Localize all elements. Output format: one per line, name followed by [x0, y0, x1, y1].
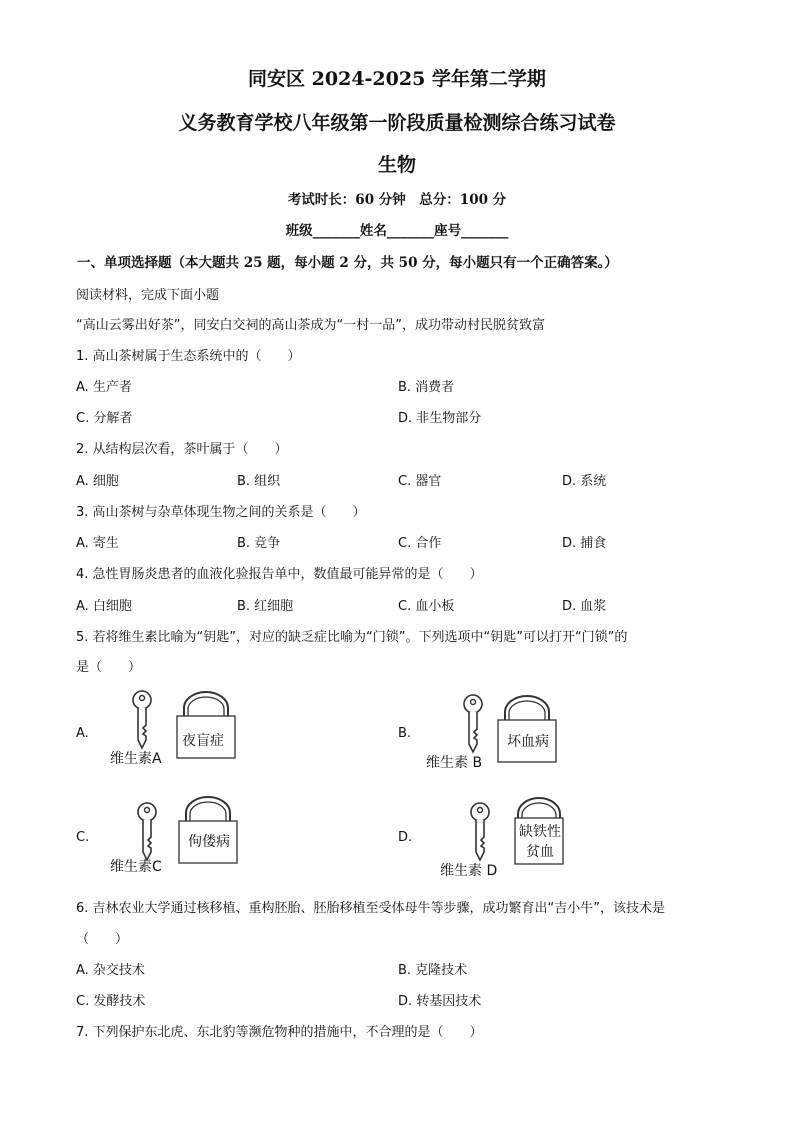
key-icon	[460, 694, 486, 756]
q4-option-d[interactable]: D. 血浆	[562, 599, 607, 614]
lock-label-a: 夜盲症	[182, 733, 224, 749]
q1-option-a[interactable]: A. 生产者	[76, 380, 132, 395]
q2-option-b[interactable]: B. 组织	[237, 474, 281, 489]
q6-option-b[interactable]: B. 克隆技术	[398, 963, 468, 978]
q1-option-b[interactable]: B. 消费者	[398, 380, 455, 395]
key-label-b: 维生素 B	[426, 755, 483, 771]
q5-option-a-letter[interactable]: A.	[76, 726, 89, 741]
section-title: 一、单项选择题（本大题共 25 题，每小题 2 分，共 50 分，每小题只有一个正确答案。）	[77, 255, 618, 271]
q1-option-d[interactable]: D. 非生物部分	[398, 411, 482, 426]
lock-label-c: 佝偻病	[188, 834, 230, 850]
q5-option-d-letter[interactable]: D.	[398, 830, 413, 845]
key-label-d: 维生素 D	[440, 863, 498, 879]
reading-material: “高山云雾出好茶”，同安白交祠的高山茶成为“一村一品”，成功带动村民脱贫致富	[76, 318, 545, 333]
q5-option-b-letter[interactable]: B.	[398, 726, 412, 741]
q2-option-c[interactable]: C. 器官	[398, 474, 442, 489]
padlock-icon	[176, 795, 240, 865]
q4-option-a[interactable]: A. 白细胞	[76, 599, 132, 614]
q3-option-d[interactable]: D. 捕食	[562, 536, 607, 551]
key-label-a: 维生素A	[110, 751, 162, 767]
question-4: 4. 急性胃肠炎患者的血液化验报告单中，数值最可能异常的是（ ）	[76, 567, 483, 582]
question-6-line2: （ ）	[76, 932, 129, 947]
question-2: 2. 从结构层次看，茶叶属于（ ）	[76, 442, 288, 457]
lock-label-d-line2: 贫血	[526, 844, 554, 860]
reading-intro: 阅读材料，完成下面小题	[76, 288, 220, 303]
question-3: 3. 高山茶树与杂草体现生物之间的关系是（ ）	[76, 505, 366, 520]
q1-option-c[interactable]: C. 分解者	[76, 411, 133, 426]
q3-option-c[interactable]: C. 合作	[398, 536, 442, 551]
question-5-line1: 5. 若将维生素比喻为“钥匙”，对应的缺乏症比喻为“门锁”。下列选项中“钥匙”可以打开“门锁”的	[76, 630, 628, 645]
padlock-icon	[495, 694, 559, 764]
exam-title-line1: 同安区 2024-2025 学年第二学期	[248, 68, 546, 90]
q2-option-d[interactable]: D. 系统	[562, 474, 607, 489]
exam-title-line2: 义务教育学校八年级第一阶段质量检测综合练习试卷	[178, 112, 616, 134]
exam-info: 考试时长：60 分钟 总分：100 分	[287, 192, 507, 208]
q6-option-d[interactable]: D. 转基因技术	[398, 994, 482, 1009]
question-1: 1. 高山茶树属于生态系统中的（ ）	[76, 349, 301, 364]
lock-label-d-line1: 缺铁性	[519, 824, 561, 840]
subject-title: 生物	[377, 154, 416, 176]
key-icon	[129, 690, 155, 752]
key-label-c: 维生素C	[110, 859, 162, 875]
key-icon	[467, 802, 493, 864]
question-6-line1: 6. 吉林农业大学通过核移植、重构胚胎、胚胎移植至受体母牛等步骤，成功繁育出“吉小牛”，该技术是	[76, 901, 666, 916]
q3-option-a[interactable]: A. 寄生	[76, 536, 119, 551]
q5-option-c-letter[interactable]: C.	[76, 830, 90, 845]
question-7: 7. 下列保护东北虎、东北豹等濒危物种的措施中，不合理的是（ ）	[76, 1025, 483, 1040]
q6-option-c[interactable]: C. 发酵技术	[76, 994, 146, 1009]
key-icon	[134, 802, 160, 864]
lock-label-b: 坏血病	[507, 734, 549, 750]
q4-option-b[interactable]: B. 红细胞	[237, 599, 294, 614]
q3-option-b[interactable]: B. 竞争	[237, 536, 281, 551]
q2-option-a[interactable]: A. 细胞	[76, 474, 119, 489]
student-info: 班级_______姓名_______座号_______	[285, 223, 509, 239]
q6-option-a[interactable]: A. 杂交技术	[76, 963, 145, 978]
question-5-line2: 是（ ）	[76, 660, 142, 675]
q4-option-c[interactable]: C. 血小板	[398, 599, 455, 614]
